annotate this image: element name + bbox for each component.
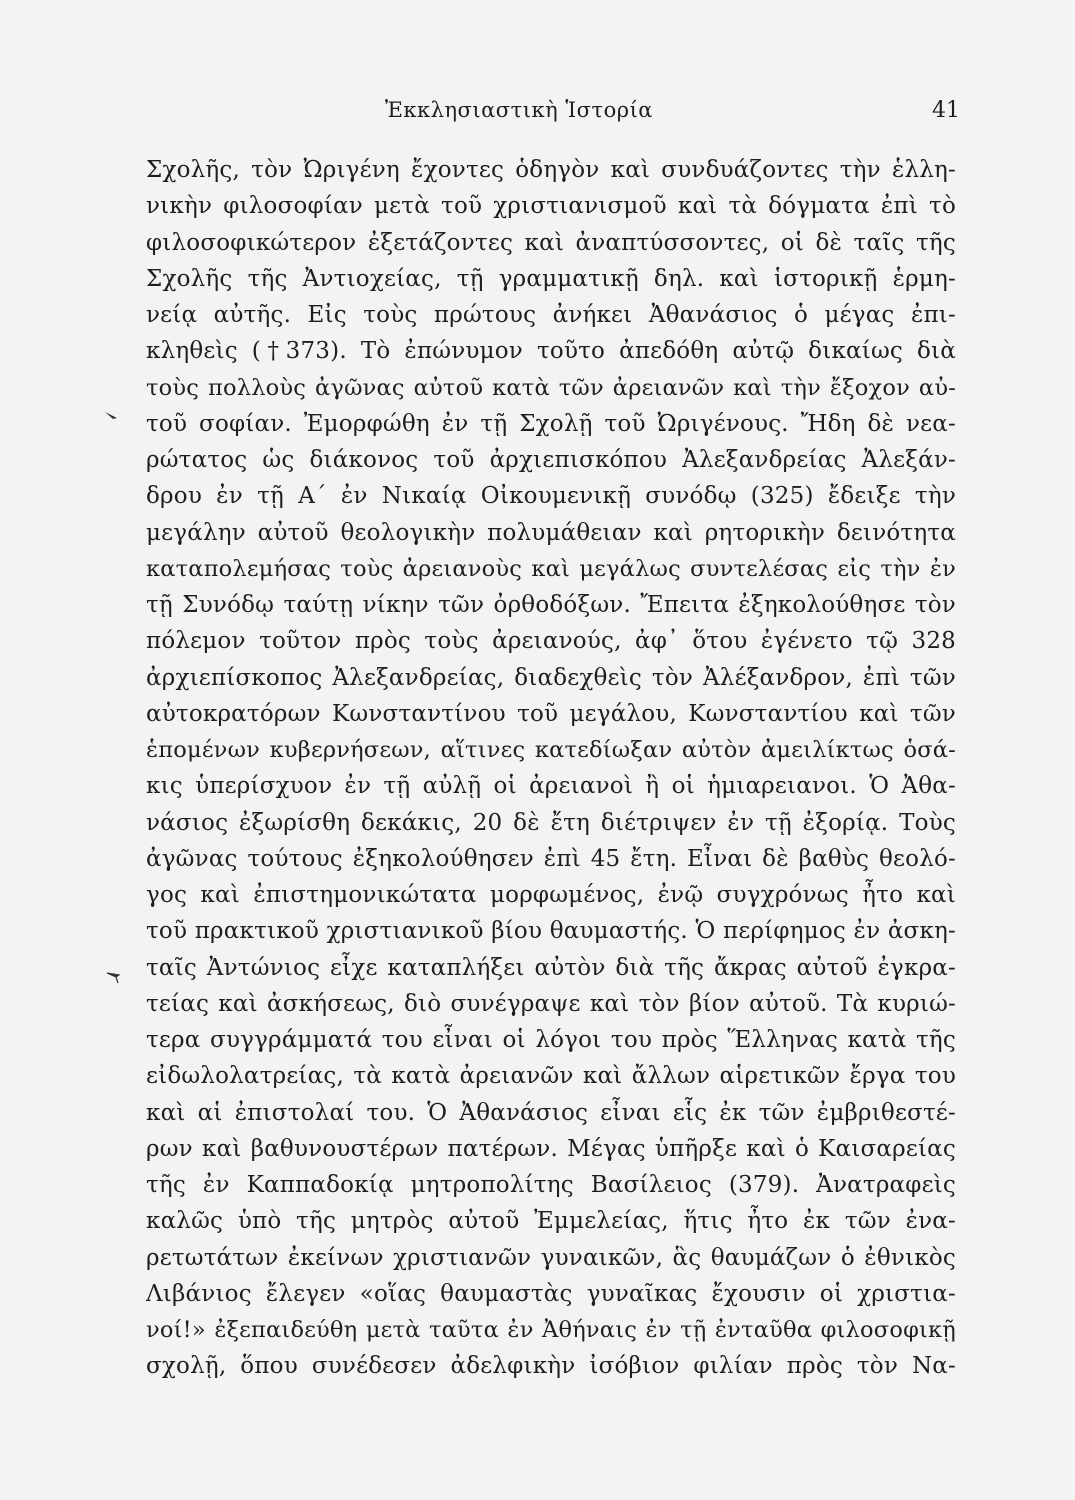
text-line: Σχολῆς τῆς Ἀντιοχείας, τῇ γραμματικῇ δηλ. καὶ ἱστορικῇ ἑρμη-	[146, 265, 956, 292]
text-line: ταῖς Ἀντώνιος εἶχε καταπλήξει αὐτὸν διὰ τῆς ἄκρας αὐτοῦ ἐγκρα-	[146, 954, 956, 981]
text-line: κις ὑπερίσχυον ἐν τῇ αὐλῇ οἱ ἀρειανοὶ ἢ οἱ ἡμιαρειανοι. Ὁ Ἀθα-	[146, 773, 956, 800]
text-line: ἑπομένων κυβερνήσεων, αἵτινες κατεδίωξαν αὐτὸν ἀμειλίκτως ὁσά-	[146, 737, 956, 763]
page-number: 41	[932, 98, 960, 123]
text-line: καταπολεμήσας τοὺς ἀρειανοὺς καὶ μεγάλως συντελέσας εἰς τὴν ἐν	[146, 555, 956, 582]
text-line: τῇ Συνόδῳ ταύτῃ νίκην τῶν ὀρθοδόξων. Ἔπειτα ἐξηκολούθησε τὸν	[146, 592, 956, 618]
text-line: τοῦ πρακτικοῦ χριστιανικοῦ βίου θαυμαστής. Ὁ περίφημος ἐν ἀσκη-	[146, 918, 956, 945]
text-line: τοὺς πολλοὺς ἀγῶνας αὐτοῦ κατὰ τῶν ἀρειανῶν καὶ τὴν ἔξοχον αὐ-	[146, 374, 956, 401]
text-line: καὶ αἱ ἐπιστολαί του. Ὁ Ἀθανάσιος εἶναι εἷς ἐκ τῶν ἐμβριθεστέ-	[146, 1099, 956, 1126]
text-line: μεγάλην αὐτοῦ θεολογικὴν πολυμάθειαν καὶ ρητορικὴν δεινότητα	[146, 519, 956, 546]
text-line: νοί!» ἐξεπαιδεύθη μετὰ ταῦτα ἐν Ἀθήναις ἐν τῇ ἐνταῦθα φιλοσοφικῇ	[146, 1317, 956, 1343]
text-line: νικὴν φιλοσοφίαν μετὰ τοῦ χριστιανισμοῦ καὶ τὰ δόγματα ἐπὶ τὸ	[146, 193, 956, 220]
text-line: ρώτατος ὡς διάκονος τοῦ ἀρχιεπισκόπου Ἀλεξανδρείας Ἀλεξάν-	[146, 447, 956, 473]
running-head	[0, 98, 1075, 128]
text-line: εἰδωλολατρείας, τὰ κατὰ ἀρειανῶν καὶ ἄλλων αἱρετικῶν ἔργα του	[146, 1063, 956, 1090]
text-line: ρων καὶ βαθυνουστέρων πατέρων. Μέγας ὑπῆρξε καὶ ὁ Καισαρείας	[146, 1135, 956, 1162]
text-line: νείᾳ αὐτῆς. Εἰς τοὺς πρώτους ἀνήκει Ἀθανάσιος ὁ μέγας ἐπι-	[146, 302, 956, 328]
text-line: αὐτοκρατόρων Κωνσταντίνου τοῦ μεγάλου, Κωνσταντίου καὶ τῶν	[146, 700, 956, 727]
margin-pencil-mark	[106, 970, 120, 984]
text-line: νάσιος ἐξωρίσθη δεκάκις, 20 δὲ ἔτη διέτριψεν ἐν τῇ ἐξορίᾳ. Τοὺς	[146, 809, 956, 836]
text-line: σχολῇ, ὅπου συνέδεσεν ἀδελφικὴν ἰσόβιον φιλίαν πρὸς τὸν Να-	[146, 1353, 956, 1380]
text-line: τοῦ σοφίαν. Ἐμορφώθη ἐν τῇ Σχολῇ τοῦ Ὠριγένους. Ἤδη δὲ νεα-	[146, 410, 956, 437]
text-line: τερα συγγράμματά του εἶναι οἱ λόγοι του πρὸς Ἕλληνας κατὰ τῆς	[146, 1027, 956, 1053]
text-line: Λιβάνιος ἔλεγεν «οἵας θαυμαστὰς γυναῖκας ἔχουσιν οἱ χριστια-	[146, 1280, 956, 1307]
text-line: ρετωτάτων ἐκείνων χριστιανῶν γυναικῶν, ἃς θαυμάζων ὁ ἐθνικὸς	[146, 1244, 956, 1271]
text-line: κληθεὶς (†373). Τὸ ἐπώνυμον τοῦτο ἀπεδόθη αὐτῷ δικαίως διὰ	[146, 338, 956, 365]
text-line: Σχολῆς, τὸν Ὠριγένη ἔχοντες ὁδηγὸν καὶ συνδυάζοντες τὴν ἑλλη-	[146, 157, 956, 183]
text-line: τῆς ἐν Καππαδοκίᾳ μητροπολίτης Βασίλειος (379). Ἀνατραφεὶς	[146, 1172, 956, 1198]
text-line: δρου ἐν τῇ Α΄ ἐν Νικαίᾳ Οἰκουμενικῇ συνόδῳ (325) ἔδειξε τὴν	[146, 483, 956, 510]
text-line: πόλεμον τοῦτον πρὸς τοὺς ἀρειανούς, ἀφ᾽ ὅτου ἐγένετο τῷ 328	[146, 628, 956, 655]
text-line: ἀρχιεπίσκοπος Ἀλεξανδρείας, διαδεχθεὶς τὸν Ἀλέξανδρον, ἐπὶ τῶν	[146, 664, 956, 691]
text-line: γος καὶ ἐπιστημονικώτατα μορφωμένος, ἐνῷ συγχρόνως ἦτο καὶ	[146, 882, 956, 908]
text-line: καλῶς ὑπὸ τῆς μητρὸς αὐτοῦ Ἐμμελείας, ἥτις ἦτο ἐκ τῶν ἐνα-	[146, 1208, 956, 1235]
text-line: τείας καὶ ἀσκήσεως, διὸ συνέγραψε καὶ τὸν βίον αὐτοῦ. Τὰ κυριώ-	[146, 990, 956, 1017]
margin-pencil-mark	[104, 410, 118, 424]
text-line: φιλοσοφικώτερον ἐξετάζοντες καὶ ἀναπτύσσοντες, οἱ δὲ ταῖς τῆς	[146, 229, 956, 256]
body-text	[146, 152, 956, 1385]
text-line: ἀγῶνας τούτους ἐξηκολούθησεν ἐπὶ 45 ἔτη. Εἶναι δὲ βαθὺς θεολό-	[146, 845, 956, 872]
running-title: Ἐκκλησιαστικὴ Ἱστορία	[385, 98, 653, 122]
